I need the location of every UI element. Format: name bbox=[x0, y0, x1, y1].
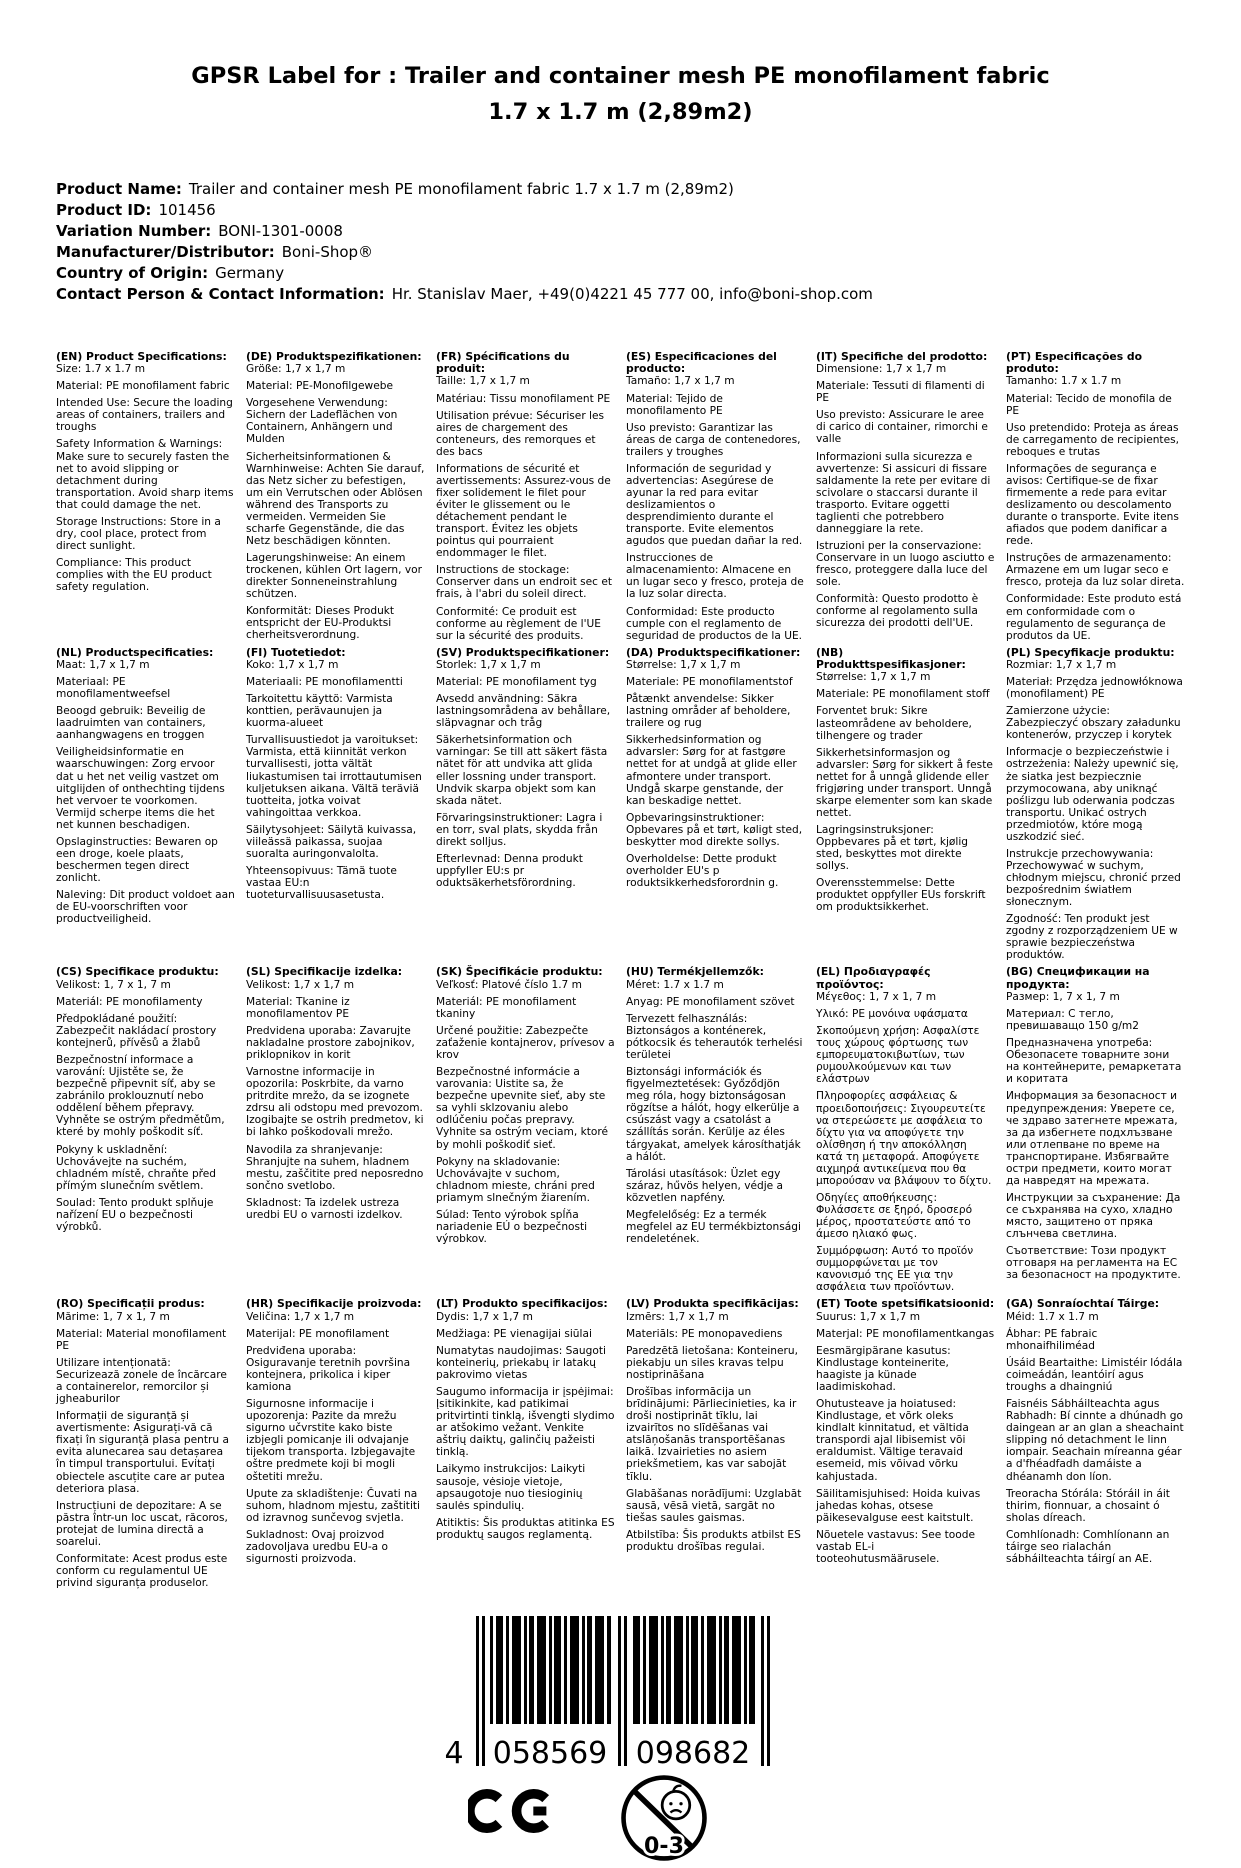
language-spec-heading: (CS) Specifikace produktu: bbox=[56, 965, 219, 979]
product-info-value: 101456 bbox=[158, 200, 216, 219]
spec-paragraph: Størrelse: 1,7 x 1,7 m bbox=[626, 659, 741, 672]
spec-paragraph: Nõuetele vastavus: See toode vastab EL-i tooteohutusmäärusele. bbox=[816, 1528, 975, 1565]
language-spec-block-fi bbox=[246, 647, 425, 967]
spec-paragraph: Materiāls: PE monopavediens bbox=[626, 1327, 783, 1340]
spec-paragraph: Instruções de armazenamento: Armazene em um lugar seco e fresco, proteja da luz solar direta. bbox=[1006, 552, 1185, 589]
language-spec-block-hu bbox=[626, 966, 805, 1298]
spec-paragraph: Материал: С тегло, превишаващо 150 g/m2 bbox=[1006, 1008, 1139, 1033]
language-spec-block-cs bbox=[56, 966, 235, 1298]
spec-paragraph: Tervezett felhasználás: Biztonságos a konténerek, pótkocsik és teherautók terhelési területei bbox=[626, 1012, 803, 1062]
spec-paragraph: Instrucciones de almacenamiento: Almacene en un lugar seco y fresco, proteja de la luz solar directa. bbox=[626, 552, 804, 601]
spec-paragraph: Materiale: PE monofilament stoff bbox=[816, 688, 990, 701]
spec-paragraph: Informacje o bezpieczeństwie i ostrzeżenia: Należy upewnić się, że siatka jest bezpiecznie przymocowana, aby uniknąć poślizgu lub oderwania podczas transportu. Unikać ostrych przedmiotów, które mogą uszkodzić sieć. bbox=[1006, 746, 1179, 843]
language-spec-heading: (EL) Προδιαγραφές προϊόντος: bbox=[816, 965, 931, 991]
language-spec-heading: (LT) Produkto specifikacijos: bbox=[436, 1297, 608, 1311]
spec-paragraph: Zgodność: Ten produkt jest zgodny z rozporządzeniem UE w sprawie bezpieczeństwa produktów. bbox=[1006, 913, 1178, 962]
spec-paragraph: Συμμόρφωση: Αυτό το προϊόν συμμορφώνεται με τον κανονισμό της ΕΕ για την ασφάλεια των προϊόντων. bbox=[816, 1245, 974, 1294]
barcode-leading-digit: 4 bbox=[443, 1736, 464, 1769]
spec-paragraph: Πληροφορίες ασφάλειας & προειδοποιήσεις: Σιγουρευτείτε να στερεώσετε με ασφάλεια το δίχτυ για να αποφύγετε την ολίσθηση ή την αποκόλληση κατά τη μεταφορά. Αποφύγετε αιχμηρά αντικείμενα που θα μπορούσαν να βλάψουν το δίχτυ. bbox=[816, 1090, 992, 1187]
language-spec-block-da bbox=[626, 647, 805, 967]
spec-paragraph: Naleving: Dit product voldoet aan de EU-voorschriften voor productveiligheid. bbox=[56, 889, 235, 926]
product-info-value: Hr. Stanislav Maer, +49(0)4221 45 777 00, info@boni-shop.com bbox=[391, 284, 873, 303]
spec-paragraph: Предназначена употреба: Обезопасете товарните зони на контейнерите, ремаркетата и коритата bbox=[1006, 1037, 1182, 1086]
spec-paragraph: Navodila za shranjevanje: Shranjujte na suhem, hladnem mestu, zaščitite pred neposredno sončno svetlobo. bbox=[246, 1143, 424, 1192]
language-spec-block-el bbox=[816, 966, 995, 1298]
spec-paragraph: Material: Material monofilament PE bbox=[56, 1327, 227, 1352]
spec-paragraph: Veličina: 1,7 x 1,7 m bbox=[246, 1310, 355, 1323]
spec-paragraph: Material: Tkanine iz monofilamentov PE bbox=[246, 995, 350, 1020]
spec-paragraph: Instructions de stockage: Conserver dans un endroit sec et frais, à l'abri du soleil direct. bbox=[436, 564, 613, 601]
age-warning-0-3-icon bbox=[618, 1772, 710, 1868]
spec-paragraph: Numatytas naudojimas: Saugoti konteinerių, priekabų ir latakų pakrovimo vietas bbox=[436, 1344, 606, 1382]
spec-paragraph: Varnostne informacije in opozorila: Poskrbite, da varno pritrdite mrežo, da se izognete zdrsu ali odstopu med prevozom. Izogibajte se ostrih predmetov, ki bi lahko poškodovali mrežo. bbox=[246, 1066, 424, 1139]
language-spec-heading: (NB) Produkttspesifikasjoner: bbox=[816, 645, 966, 672]
spec-paragraph: Съответствие: Този продукт отговаря на регламента на ЕС за безопасност на продуктите. bbox=[1006, 1245, 1181, 1282]
spec-paragraph: Μέγεθος: 1, 7 x 1, 7 m bbox=[816, 991, 937, 1004]
spec-paragraph: Biztonsági információk és figyelmeztetések: Győződjön meg róla, hogy biztonságosan rögzítse a hálót, hogy elkerülje a csúszást vagy a csatolást a szállítás során. Kerülje az éles tárgyakat, amelyek károsíthatják a hálót. bbox=[626, 1066, 801, 1163]
spec-paragraph: Drošības informācija un brīdinājumi: Pārliecinieties, ka ir droši nostiprināt tīklu, lai izvairītos no slīdēšanas vai atslāņošanās transportēšanas laikā. Izvairieties no asiem priekšmetiem, kas var sabojāt tīklu. bbox=[626, 1386, 797, 1483]
spec-paragraph: Ábhar: PE fabraic mhonaifhiliméad bbox=[1006, 1327, 1098, 1352]
language-spec-heading: (ES) Especificaciones del producto: bbox=[626, 349, 777, 376]
spec-paragraph: Dydis: 1,7 x 1,7 m bbox=[436, 1310, 533, 1323]
language-spec-block-es bbox=[626, 351, 805, 647]
page-title-line-2: 1.7 x 1.7 m (2,89m2) bbox=[488, 99, 753, 126]
spec-paragraph: Pokyny na skladovanie: Uchovávajte v suchom, chladnom mieste, chráni pred priamym slnečným žiarením. bbox=[436, 1155, 595, 1204]
spec-paragraph: Size: 1.7 x 1.7 m bbox=[56, 363, 146, 376]
spec-paragraph: Tarkoitettu käyttö: Varmista konttien, perävaunujen ja kuorma-alueet bbox=[246, 693, 393, 730]
spec-paragraph: Οδηγίες αποθήκευσης: Φυλάσσετε σε ξηρό, δροσερό μέρος, προστατεύστε από το άμεσο ηλιακό φως. bbox=[816, 1191, 973, 1241]
spec-paragraph: Materiale: Tessuti di filamenti di PE bbox=[816, 380, 985, 405]
spec-paragraph: Predviđena uporaba: Osiguravanje teretnih površina kontejnera, prikolica i kiper kamiona bbox=[246, 1344, 411, 1394]
spec-paragraph: Předpokládané použití: Zabezpečit nakládací prostory kontejnerů, přívěsů a žlabů bbox=[56, 1012, 217, 1049]
spec-paragraph: Förvaringsinstruktioner: Lagra i en torr, sval plats, skydda från direkt solljus. bbox=[436, 811, 603, 848]
spec-paragraph: Sikkerhetsinformasjon og advarsler: Sørg for sikkert å feste nettet for å unngå glidende eller frigjøring under transport. Unngå skarpe elementer som kan skade nettet. bbox=[816, 746, 993, 819]
spec-paragraph: Dimensione: 1,7 x 1,7 m bbox=[816, 363, 947, 376]
spec-paragraph: Υλικό: PE μονόινα υφάσματα bbox=[816, 1008, 968, 1021]
spec-paragraph: Velikost: 1, 7 x 1, 7 m bbox=[56, 978, 171, 991]
spec-paragraph: Treoracha Stórála: Stóráil in áit thirim, fionnuar, a chosaint ó sholas díreach. bbox=[1006, 1487, 1170, 1524]
language-spec-heading: (GA) Sonraíochtaí Táirge: bbox=[1006, 1297, 1160, 1311]
page-title-line-1: GPSR Label for : Trailer and container mesh PE monofilament fabric bbox=[191, 63, 1050, 89]
spec-paragraph: Storlek: 1,7 x 1,7 m bbox=[436, 659, 541, 672]
barcode-bars bbox=[436, 1616, 776, 1768]
spec-paragraph: Informations de sécurité et avertissements: Assurez-vous de fixer solidement le filet pour éviter le glissement ou le détachement pendant le transport. Évitez les objets pointus qui pourraient endommager le filet. bbox=[436, 462, 611, 560]
language-spec-heading: (NL) Productspecificaties: bbox=[56, 645, 214, 659]
spec-paragraph: Størrelse: 1,7 x 1,7 m bbox=[816, 671, 931, 684]
product-info-label: Country of Origin: bbox=[56, 263, 209, 282]
language-spec-heading: (HR) Specifikacije proizvoda: bbox=[246, 1297, 422, 1311]
spec-paragraph: Soulad: Tento produkt splňuje nařízení EU o bezpečnosti výrobků. bbox=[56, 1196, 214, 1233]
spec-paragraph: Größe: 1,7 x 1,7 m bbox=[246, 363, 346, 376]
page-title bbox=[121, 58, 1121, 131]
spec-paragraph: Sicherheitsinformationen & Warnhinweise: Achten Sie darauf, das Netz sicher zu befestigen, um ein Verrutschen oder Ablösen während des Transports zu vermeiden. Vermeiden Sie scharfe Gegenstände, die das Netz beschädigen könnten. bbox=[246, 450, 425, 547]
language-spec-heading: (SK) Špecifikácie produktu: bbox=[436, 965, 603, 979]
product-info-value: Trailer and container mesh PE monofilament fabric 1.7 x 1.7 m (2,89m2) bbox=[188, 179, 734, 198]
spec-paragraph: Taille: 1,7 x 1,7 m bbox=[436, 375, 530, 388]
spec-paragraph: Informazioni sulla sicurezza e avvertenze: Si assicuri di fissare saldamente la rete per evitare di scivolare o staccarsi durante il trasporto. Evitare oggetti taglienti che potrebbero danneggiare la rete. bbox=[816, 450, 991, 535]
product-info-row bbox=[56, 242, 1185, 263]
product-info-row bbox=[56, 284, 1185, 305]
spec-paragraph: Úsáid Beartaithe: Limistéir lódála coimeádán, leantóirí agus troughs a dhaingniú bbox=[1006, 1356, 1183, 1394]
language-spec-block-sl bbox=[246, 966, 425, 1298]
product-info-row bbox=[56, 221, 1185, 242]
spec-paragraph: Materiaal: PE monofilamentweefsel bbox=[56, 676, 171, 701]
spec-paragraph: Overensstemmelse: Dette produktet oppfyller EUs forskrift om produktsikkerhet. bbox=[816, 877, 986, 914]
language-spec-block-it bbox=[816, 351, 995, 647]
spec-paragraph: Predvidena uporaba: Zavarujte nakladalne prostore zabojnikov, priklopnikov in korit bbox=[246, 1024, 415, 1062]
language-spec-block-lt bbox=[436, 1298, 615, 1594]
language-spec-block-bg bbox=[1006, 966, 1185, 1298]
barcode-digit-group-2: 098682 bbox=[635, 1736, 750, 1769]
spec-paragraph: Informações de segurança e avisos: Certifique-se de fixar firmemente a rede para evitar deslizamento ou descolamento durante o transporte. Evite itens afiados que podem danificar a rede. bbox=[1006, 462, 1179, 548]
product-info-section bbox=[56, 179, 1185, 305]
language-spec-heading: (LV) Produkta specifikācijas: bbox=[626, 1297, 799, 1311]
language-spec-heading: (FI) Tuotetiedot: bbox=[246, 645, 346, 659]
product-info-value: BONI-1301-0008 bbox=[218, 221, 343, 240]
spec-paragraph: Materiál: PE monofilamenty bbox=[56, 995, 203, 1008]
spec-paragraph: Opbevaringsinstruktioner: Opbevares på et tørt, køligt sted, beskytter mod direkte sollys. bbox=[626, 811, 803, 848]
language-spec-heading: (EN) Product Specifications: bbox=[56, 349, 227, 363]
product-info-row bbox=[56, 263, 1185, 284]
spec-paragraph: Atitiktis: Šis produktas atitinka ES produktų saugos reglamentą. bbox=[436, 1516, 615, 1541]
spec-paragraph: Eesmärgipärane kasutus: Kindlustage konteinerite, haagiste ja künade laadimiskohad. bbox=[816, 1344, 951, 1394]
spec-paragraph: Material: Tejido de monofilamento PE bbox=[626, 392, 723, 417]
spec-paragraph: Compliance: This product complies with the EU product safety regulation. bbox=[56, 557, 212, 594]
spec-paragraph: Uso previsto: Garantizar las áreas de carga de contenedores, trailers y troughes bbox=[626, 421, 801, 458]
spec-paragraph: Lagringsinstruksjoner: Oppbevares på et tørt, kjølig sted, beskyttes mot direkte sollys. bbox=[816, 824, 968, 873]
spec-paragraph: Faisnéis Sábháilteachta agus Rabhadh: Bí cinnte a dhúnadh go daingean ar an glan a sheachaint slipping nó detachment le linn iompair. Seachain míreanna géar a d'fhéadfadh damáiste a dhéanamh don líon. bbox=[1006, 1398, 1184, 1483]
spec-paragraph: Atbilstība: Šis produkts atbilst ES produktu drošības regulai. bbox=[626, 1528, 801, 1553]
spec-paragraph: Beoogd gebruik: Beveilig de laadruimten van containers, aanhangwagens en troggen bbox=[56, 705, 206, 742]
language-spec-heading: (FR) Spécifications du produit: bbox=[436, 349, 570, 376]
spec-paragraph: Materjal: PE monofilamentkangas bbox=[816, 1327, 995, 1340]
spec-paragraph: Uso pretendido: Proteja as áreas de carregamento de recipientes, reboques e trutas bbox=[1006, 421, 1179, 458]
spec-paragraph: Suurus: 1,7 x 1,7 m bbox=[816, 1310, 921, 1323]
spec-paragraph: Skladnost: Ta izdelek ustreza uredbi EU o varnosti izdelkov. bbox=[246, 1196, 403, 1221]
ce-mark-icon bbox=[468, 1782, 556, 1844]
spec-paragraph: Conformitate: Acest produs este conform cu regulamentul UE privind siguranța produselor. bbox=[56, 1552, 228, 1590]
spec-paragraph: Izmērs: 1,7 x 1,7 m bbox=[626, 1310, 729, 1323]
spec-paragraph: Información de seguridad y advertencias: Asegúrese de ayunar la red para evitar deslizamientos o desprendimiento durante el transporte. Evite elementos agudos que puedan dañar la red. bbox=[626, 462, 803, 548]
spec-paragraph: Tamaño: 1,7 x 1,7 m bbox=[626, 375, 735, 388]
spec-paragraph: Utilizare intenționată: Securizează zonele de încărcare a containerelor, remorcilor și jgheaburilor bbox=[56, 1356, 227, 1406]
barcode-digit-group-1: 058569 bbox=[492, 1736, 607, 1769]
spec-paragraph: Overholdelse: Dette produkt overholder EU's p roduktsikkerhedsforordnin g. bbox=[626, 852, 779, 890]
spec-paragraph: Turvallisuustiedot ja varoitukset: Varmista, että kiinnität verkon turvallisesti, jotta vältät liukastumisen tai irrottautumisen kuljetuksen aikana. Vältä teräviä tuotteita, jotka voivat vahingoittaa verkkoa. bbox=[246, 734, 422, 819]
spec-paragraph: Material: PE monofilament tyg bbox=[436, 676, 597, 689]
spec-paragraph: Veiligheidsinformatie en waarschuwingen: Zorg ervoor dat u het net veilig vastzet om uitglijden of onthechting tijdens het vervoer te voorkomen. Vermijd scherpe items die het net kunnen beschadigen. bbox=[56, 746, 225, 831]
language-spec-block-et bbox=[816, 1298, 995, 1594]
language-spec-block-sv bbox=[436, 647, 615, 967]
spec-paragraph: Säkerhetsinformation och varningar: Se till att säkert fästa nätet för att undvika att glida eller lossning under transport. Undvik skarpa objekt som kan skada nätet. bbox=[436, 734, 608, 807]
language-spec-block-lv bbox=[626, 1298, 805, 1594]
language-spec-heading: (ET) Toote spetsifikatsioonid: bbox=[816, 1297, 995, 1311]
language-spec-block-fr bbox=[436, 351, 615, 647]
language-spec-block-hr bbox=[246, 1298, 425, 1594]
spec-paragraph: Инструкции за съхранение: Да се съхранява на сухо, хладно място, защитено от пряка слънчева светлина. bbox=[1006, 1191, 1181, 1241]
spec-paragraph: Forventet bruk: Sikre lasteområdene av beholdere, tilhengere og trader bbox=[816, 705, 972, 742]
spec-paragraph: Lagerungshinweise: An einem trockenen, kühlen Ort lagern, vor direkter Sonneneinstrahlung schützen. bbox=[246, 552, 422, 601]
spec-paragraph: Intended Use: Secure the loading areas of containers, trailers and troughs bbox=[56, 397, 233, 434]
spec-paragraph: Upute za skladištenje: Čuvati na suhom, hladnom mjestu, zaštititi od izravnog sunčevog svjetla. bbox=[246, 1487, 421, 1524]
product-info-value: Boni-Shop® bbox=[281, 242, 374, 261]
spec-paragraph: Conformité: Ce produit est conforme au règlement de l'UE sur la sécurité des produits. bbox=[436, 605, 601, 642]
spec-paragraph: Materiál: PE monofilament tkaniny bbox=[436, 995, 577, 1020]
spec-paragraph: Påtænkt anvendelse: Sikker lastning områder af beholdere, trailere og rug bbox=[626, 693, 791, 730]
spec-paragraph: Conformità: Questo prodotto è conforme al regolamento sulla sicurezza dei prodotti dell'UE. bbox=[816, 593, 979, 630]
spec-paragraph: Laikymo instrukcijos: Laikyti sausoje, vėsioje vietoje, apsaugotoje nuo tiesioginių saulės spindulių. bbox=[436, 1463, 586, 1512]
spec-paragraph: Säilytysohjeet: Säilytä kuivassa, viileässä paikassa, suojaa suoralta auringonvalolta. bbox=[246, 823, 417, 860]
language-spec-block-pl bbox=[1006, 647, 1185, 967]
spec-paragraph: Megfelelőség: Ez a termék megfelel az EU termékbiztonsági rendeletének. bbox=[626, 1208, 801, 1245]
language-spec-block-ro bbox=[56, 1298, 235, 1594]
compliance-marks bbox=[468, 1772, 710, 1868]
language-spec-heading: (PL) Specyfikacje produktu: bbox=[1006, 645, 1175, 659]
spec-paragraph: Instrukcje przechowywania: Przechowywać w suchym, chłodnym miejscu, chronić przed bezpośrednim światłem słonecznym. bbox=[1006, 847, 1181, 909]
spec-paragraph: Ohutusteave ja hoiatused: Kindlustage, et võrk oleks kindlalt kinnitatud, et vältida transpordi ajal libisemist või eraldumist. Vältige teravaid esemeid, mis võivad võrku kahjustada. bbox=[816, 1398, 969, 1483]
spec-paragraph: Tamanho: 1.7 x 1.7 m bbox=[1006, 375, 1122, 388]
baby-face-icon bbox=[662, 1786, 690, 1819]
spec-paragraph: Σκοπούμενη χρήση: Ασφαλίστε τους χώρους φόρτωσης των εμπορευματοκιβωτίων, των ρυμουλκούμενων και των ελάστρων bbox=[816, 1025, 980, 1086]
spec-paragraph: Koko: 1,7 x 1,7 m bbox=[246, 659, 339, 672]
spec-paragraph: Velikost: 1,7 x 1,7 m bbox=[246, 978, 355, 991]
product-info-label: Product Name: bbox=[56, 179, 182, 198]
language-spec-heading: (BG) Спецификации на продукта: bbox=[1006, 965, 1150, 991]
product-info-row bbox=[56, 179, 1185, 200]
spec-paragraph: Vorgesehene Verwendung: Sichern der Ladeflächen von Containern, Anhängern und Mulden bbox=[246, 397, 398, 446]
spec-paragraph: Размер: 1, 7 x 1, 7 m bbox=[1006, 991, 1120, 1004]
spec-paragraph: Safety Information & Warnings: Make sure to securely fasten the net to avoid slipping or detachment during transportation. Avoid sharp items that could damage the net. bbox=[56, 438, 234, 511]
language-spec-block-nb bbox=[816, 647, 995, 967]
spec-paragraph: Saugumo informacija ir įspėjimai: Įsitikinkite, kad patikimai pritvirtinti tinklą, išvengti slydimo ar atšokimo vežant. Venkite aštrių daiktų, galinčių pažeisti tinklą. bbox=[436, 1386, 615, 1459]
language-spec-heading: (PT) Especificações do produto: bbox=[1006, 349, 1143, 376]
spec-paragraph: Maat: 1,7 x 1,7 m bbox=[56, 659, 150, 672]
spec-paragraph: Paredzētā lietošana: Konteineru, piekabju un siles kravas telpu nostiprināšana bbox=[626, 1344, 798, 1382]
language-spec-heading: (SL) Specifikacije izdelka: bbox=[246, 965, 403, 979]
product-info-label: Variation Number: bbox=[56, 221, 212, 240]
spec-paragraph: Instrucțiuni de depozitare: A se păstra într-un loc uscat, răcoros, protejat de lumina directă a soarelui. bbox=[56, 1499, 228, 1548]
spec-paragraph: Materiał: Przędza jednowłóknowa (monofilament) PE bbox=[1006, 676, 1183, 701]
product-info-value: Germany bbox=[215, 263, 285, 282]
spec-paragraph: Mărime: 1, 7 x 1, 7 m bbox=[56, 1310, 170, 1323]
spec-paragraph: Avsedd användning: Säkra lastningsområdena av behållare, släpvagnar och tråg bbox=[436, 693, 611, 730]
language-spec-block-en bbox=[56, 351, 235, 647]
spec-paragraph: Určené použitie: Zabezpečte zaťaženie kontajnerov, prívesov a krov bbox=[436, 1024, 615, 1062]
spec-paragraph: Matériau: Tissu monofilament PE bbox=[436, 392, 611, 405]
product-info-label: Product ID: bbox=[56, 200, 152, 219]
spec-paragraph: Zamierzone użycie: Zabezpieczyć obszary załadunku kontenerów, przyczep i korytek bbox=[1006, 705, 1181, 742]
language-spec-heading: (RO) Specificații produs: bbox=[56, 1297, 205, 1311]
spec-paragraph: Veľkosť: Platové číslo 1.7 m bbox=[436, 978, 582, 991]
spec-paragraph: Rozmiar: 1,7 x 1,7 m bbox=[1006, 659, 1117, 672]
spec-paragraph: Storage Instructions: Store in a dry, cool place, protect from direct sunlight. bbox=[56, 515, 221, 552]
spec-paragraph: Tárolási utasítások: Üzlet egy száraz, hűvös helyen, védje a közvetlen napfény. bbox=[626, 1167, 784, 1204]
language-spec-heading: (DA) Produktspecifikationer: bbox=[626, 645, 801, 659]
spec-paragraph: Material: Tecido de monofila de PE bbox=[1006, 392, 1172, 417]
spec-paragraph: Medžiaga: PE vienagijai siūlai bbox=[436, 1327, 592, 1340]
spec-paragraph: Méid: 1.7 x 1.7 m bbox=[1006, 1310, 1099, 1323]
language-spec-heading: (DE) Produktspezifikationen: bbox=[246, 349, 422, 363]
spec-paragraph: Conformidade: Este produto está em conformidade com o regulamento de segurança de produtos da UE. bbox=[1006, 593, 1182, 642]
spec-paragraph: Информация за безопасност и предупреждения: Уверете се, че здраво затегнете мрежата, за да избегнете подхлъзване или отлепване по време на транспортиране. Избягвайте остри предмети, които могат да навредят на мрежата. bbox=[1006, 1090, 1178, 1187]
spec-paragraph: Uso previsto: Assicurare le aree di carico di container, rimorchi e valle bbox=[816, 409, 988, 446]
spec-paragraph: Comhlíonadh: Comhlíonann an táirge seo rialachán sábháilteachta táirgí an AE. bbox=[1006, 1528, 1170, 1565]
age-warning-label: 0-3 bbox=[643, 1834, 684, 1860]
language-grid bbox=[56, 351, 1185, 1594]
spec-paragraph: Materiaali: PE monofilamentti bbox=[246, 676, 403, 689]
spec-paragraph: Utilisation prévue: Sécuriser les aires de chargement des conteneurs, des remorques et des bacs bbox=[436, 409, 605, 458]
spec-paragraph: Materijal: PE monofilament bbox=[246, 1327, 390, 1340]
language-spec-block-ga bbox=[1006, 1298, 1185, 1594]
language-spec-block-de bbox=[246, 351, 425, 647]
ean-barcode bbox=[436, 1616, 776, 1768]
spec-paragraph: Conformidad: Este producto cumple con el reglamento de seguridad de productos de la UE. bbox=[626, 605, 803, 642]
label-footer bbox=[56, 1616, 1185, 1868]
spec-paragraph: Súlad: Tento výrobok spĺňa nariadenie EÚ o bezpečnosti výrobkov. bbox=[436, 1208, 588, 1245]
spec-paragraph: Efterlevnad: Denna produkt uppfyller EU:s pr oduktsäkerhetsförordning. bbox=[436, 852, 583, 890]
spec-paragraph: Yhteensopivuus: Tämä tuote vastaa EU:n tuoteturvallisuusasetusta. bbox=[246, 864, 397, 902]
language-spec-block-sk bbox=[436, 966, 615, 1298]
spec-paragraph: Sukladnost: Ovaj proizvod zadovoljava uredbu EU-a o sigurnosti proizvoda. bbox=[246, 1528, 389, 1565]
language-spec-heading: (IT) Specifiche del prodotto: bbox=[816, 349, 988, 363]
spec-paragraph: Méret: 1.7 x 1.7 m bbox=[626, 978, 724, 991]
product-info-label: Manufacturer/Distributor: bbox=[56, 242, 275, 261]
spec-paragraph: Sigurnosne informacije i upozorenja: Pazite da mrežu sigurno učvrstite kako biste izbjegli pomicanje ili odvajanje tijekom transporta. Izbjegavajte oštre predmete koji bi mogli oštetiti mrežu. bbox=[246, 1398, 416, 1483]
product-info-label: Contact Person & Contact Information: bbox=[56, 284, 385, 303]
spec-paragraph: Materiale: PE monofilamentstof bbox=[626, 676, 793, 689]
language-spec-heading: (HU) Termékjellemzők: bbox=[626, 965, 764, 979]
language-spec-block-pt bbox=[1006, 351, 1185, 647]
spec-paragraph: Säilitamisjuhised: Hoida kuivas jahedas kohas, otsese päikesevalguse eest kaitstult. bbox=[816, 1487, 981, 1524]
spec-paragraph: Istruzioni per la conservazione: Conservare in un luogo asciutto e fresco, proteggere dalla luce del sole. bbox=[816, 539, 995, 589]
spec-paragraph: Konformität: Dieses Produkt entspricht der EU-Produktsi cherheitsverordnung. bbox=[246, 605, 395, 642]
spec-paragraph: Pokyny k uskladnění: Uchovávejte na suchém, chladném místě, chraňte před přímým slunečním světlem. bbox=[56, 1143, 217, 1192]
spec-paragraph: Anyag: PE monofilament szövet bbox=[626, 995, 795, 1008]
spec-paragraph: Bezpečnostné informácie a varovania: Uistite sa, že bezpečne upevnite sieť, aby ste sa vyhli sklzovaniu alebo odlúčeniu počas prepravy. Vyhnite sa ostrým veciam, ktoré by mohli poškodiť sieť. bbox=[436, 1066, 608, 1151]
spec-paragraph: Glabāšanas norādījumi: Uzglabāt sausā, vēsā vietā, sargāt no tiešas saules gaismas. bbox=[626, 1487, 802, 1524]
spec-paragraph: Bezpečnostní informace a varování: Ujistěte se, že bezpečně připevnit síť, aby se zabránilo proklouznutí nebo oddělení během přepravy. Vyhněte se ostrým předmětům, které by mohly poškodit síť. bbox=[56, 1054, 225, 1139]
spec-paragraph: Informații de siguranță și avertismente: Asigurați-vă că fixați în siguranță plasa pentru a evita alunecarea sau detașarea în timpul transportului. Evitați obiectele ascuțite care ar putea deteriora plasa. bbox=[56, 1410, 229, 1495]
product-info-row bbox=[56, 200, 1185, 221]
spec-paragraph: Material: PE-Monofilgewebe bbox=[246, 380, 393, 393]
spec-paragraph: Sikkerhedsinformation og advarsler: Sørg for at fastgøre nettet for at undgå at glide eller afmontere under transport. Undgå skarpe genstande, der kan beskadige nettet. bbox=[626, 734, 797, 807]
spec-paragraph: Material: PE monofilament fabric bbox=[56, 380, 230, 393]
language-spec-block-nl bbox=[56, 647, 235, 967]
spec-paragraph: Opslaginstructies: Bewaren op een droge, koele plaats, beschermen tegen direct zonlicht. bbox=[56, 835, 218, 885]
language-spec-heading: (SV) Produktspecifikationer: bbox=[436, 645, 610, 659]
